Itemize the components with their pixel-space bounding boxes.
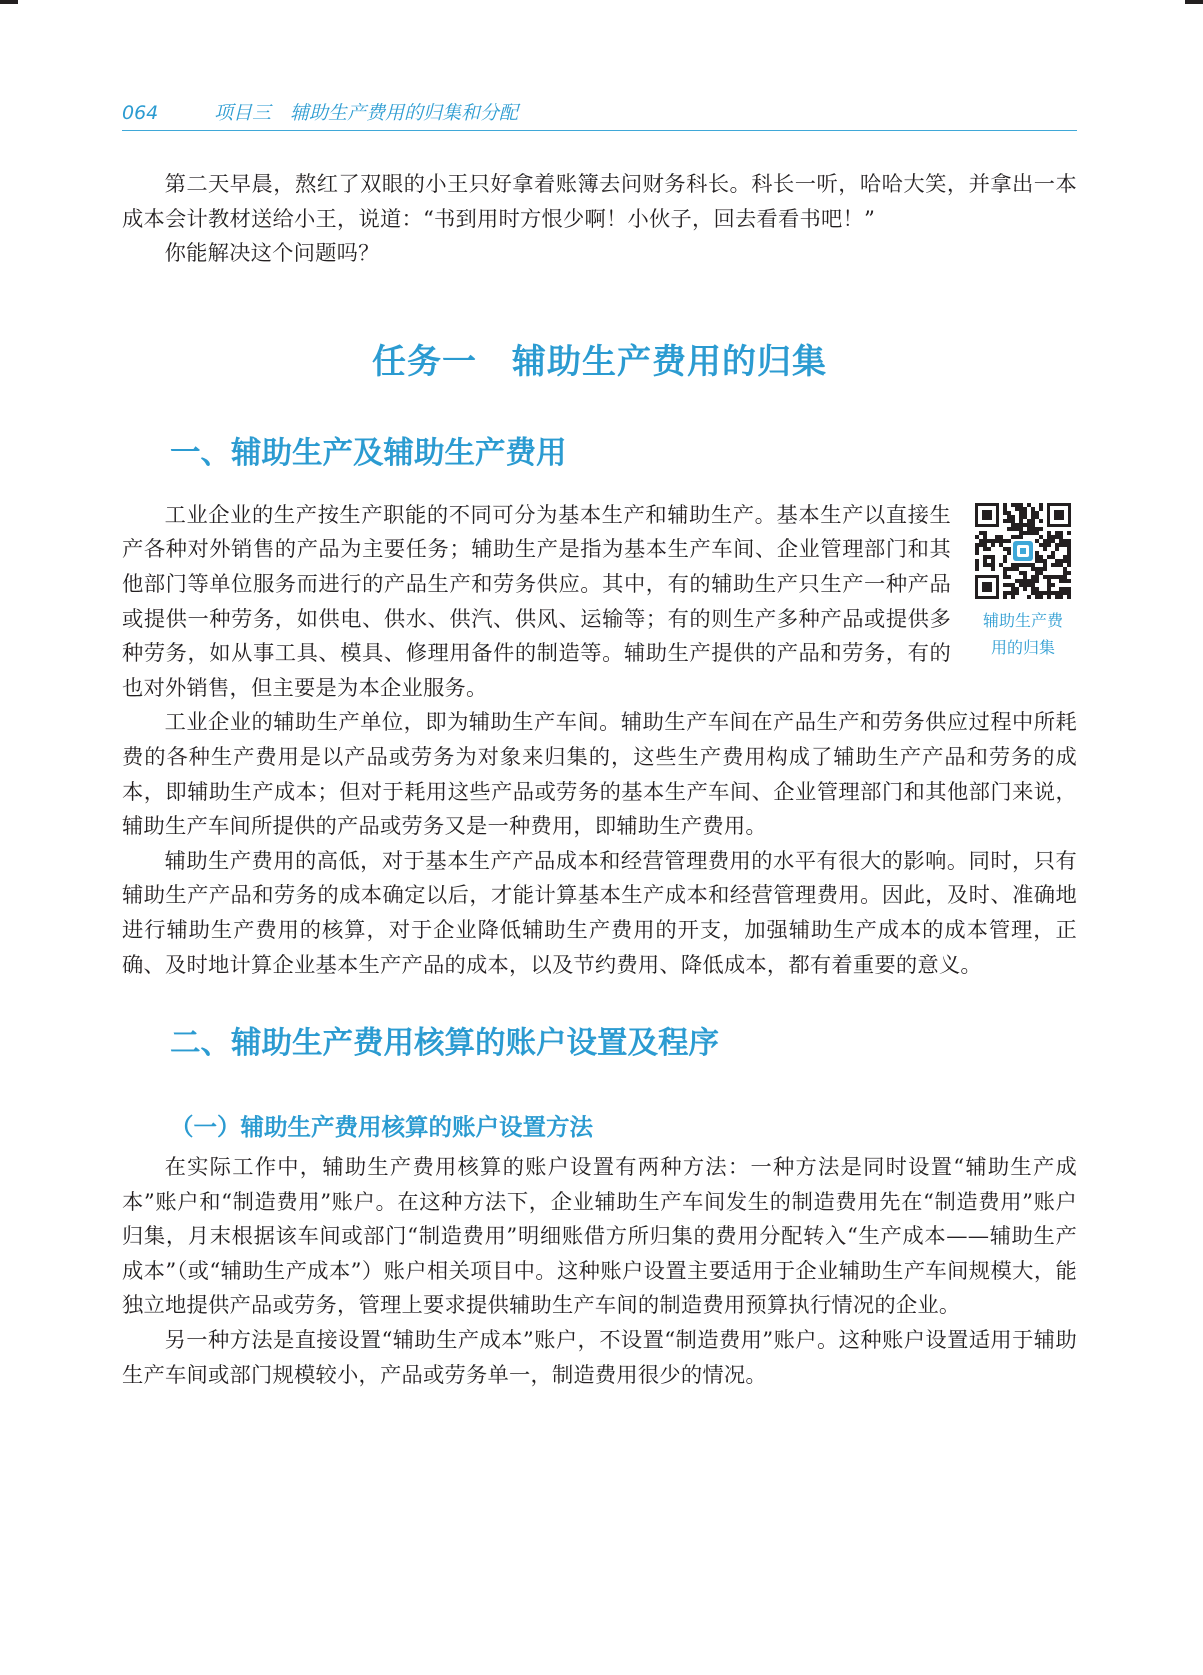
qr-module: [983, 539, 987, 543]
qr-module: [1047, 539, 1051, 543]
qr-module: [983, 559, 987, 563]
qr-module: [1023, 515, 1027, 519]
qr-module: [1047, 595, 1051, 599]
qr-module: [1035, 555, 1039, 559]
qr-module: [1039, 559, 1043, 563]
qr-module: [1031, 587, 1035, 591]
page-content: [122, 168, 1077, 1393]
qr-module: [1055, 531, 1059, 535]
qr-module: [1047, 543, 1051, 547]
qr-module: [1035, 531, 1039, 535]
qr-module: [1015, 567, 1019, 571]
qr-module: [1015, 587, 1019, 591]
qr-module: [1063, 571, 1067, 575]
qr-module: [1067, 591, 1071, 595]
qr-module: [1043, 567, 1047, 571]
qr-module: [1059, 539, 1063, 543]
qr-module: [1059, 595, 1063, 599]
qr-module: [1015, 563, 1019, 567]
qr-module: [1007, 575, 1011, 579]
qr-module: [1047, 579, 1051, 583]
qr-module: [1007, 547, 1011, 551]
qr-module: [1023, 571, 1027, 575]
qr-module: [1007, 527, 1011, 531]
page-number: 064: [122, 102, 159, 124]
qr-module: [1055, 547, 1059, 551]
qr-module: [1035, 591, 1039, 595]
qr-module: [999, 543, 1003, 547]
qr-module: [1039, 503, 1043, 507]
qr-module: [999, 539, 1003, 543]
qr-module: [1019, 519, 1023, 523]
section-1-paragraph-3: 辅助生产费用的高低，对于基本生产产品成本和经营管理费用的水平有很大的影响。同时，只有辅助生产产品和劳务的成本确定以后，才能计算基本生产成本和经营管理费用。因此，及时、准确地进行辅助生产费用的核算，对于企业降低辅助生产费用的开支，加强辅助生产成本的成本管理，正确、及时地计算企业基本生产产品的成本，以及节约费用、降低成本，都有着重要的意义。: [122, 848, 1077, 978]
qr-module: [1027, 503, 1031, 507]
qr-module: [1047, 587, 1051, 591]
crop-mark-right: [1185, 0, 1203, 4]
qr-module: [1003, 591, 1007, 595]
qr-module: [1067, 551, 1071, 555]
qr-module: [1067, 587, 1071, 591]
qr-module: [987, 563, 991, 567]
qr-module: [979, 539, 983, 543]
qr-module: [983, 531, 987, 535]
qr-module: [1039, 555, 1043, 559]
qr-module: [1035, 595, 1039, 599]
subsection-title: （一）辅助生产费用核算的账户设置方法: [170, 1113, 593, 1142]
qr-module: [1067, 563, 1071, 567]
qr-module: [1067, 595, 1071, 599]
qr-module: [1023, 531, 1027, 535]
qr-module: [1067, 555, 1071, 559]
qr-module: [987, 547, 991, 551]
qr-module: [1051, 591, 1055, 595]
qr-module: [1031, 527, 1035, 531]
qr-module: [1043, 559, 1047, 563]
qr-module: [1035, 587, 1039, 591]
qr-code-block[interactable]: [969, 503, 1077, 661]
qr-module: [1063, 579, 1067, 583]
qr-module: [1015, 523, 1019, 527]
qr-module: [1047, 555, 1051, 559]
qr-module: [1023, 511, 1027, 515]
qr-module: [991, 559, 995, 563]
qr-module: [1031, 507, 1035, 511]
chapter-title: 项目三 辅助生产费用的归集和分配: [214, 102, 519, 124]
qr-module: [1003, 571, 1007, 575]
qr-module: [1007, 567, 1011, 571]
qr-module: [1063, 587, 1067, 591]
qr-module: [1015, 579, 1019, 583]
qr-module: [1031, 563, 1035, 567]
qr-module: [1019, 535, 1023, 539]
qr-module: [1051, 563, 1055, 567]
qr-module: [1019, 579, 1023, 583]
section-2-paragraph-2: 另一种方法是直接设置“辅助生产成本”账户，不设置“制造费用”账户。这种账户设置适用于辅助生产车间或部门规模较小，产品或劳务单一，制造费用很少的情况。: [122, 1328, 1077, 1388]
qr-module: [1019, 523, 1023, 527]
qr-module: [1035, 567, 1039, 571]
qr-module: [1043, 543, 1047, 547]
qr-module: [1011, 519, 1015, 523]
qr-module: [975, 563, 979, 567]
qr-module: [991, 543, 995, 547]
qr-module: [1051, 583, 1055, 587]
qr-module: [1035, 527, 1039, 531]
qr-module: [991, 539, 995, 543]
qr-module: [1051, 539, 1055, 543]
qr-module: [1059, 587, 1063, 591]
qr-module: [1039, 591, 1043, 595]
qr-module: [1035, 539, 1039, 543]
qr-module: [1003, 567, 1007, 571]
qr-module: [1023, 575, 1027, 579]
qr-module: [1039, 507, 1043, 511]
qr-module: [1007, 511, 1011, 515]
qr-module: [1039, 571, 1043, 575]
qr-module: [1011, 527, 1015, 531]
qr-module: [1027, 563, 1031, 567]
qr-module: [1063, 555, 1067, 559]
qr-module: [1067, 531, 1071, 535]
qr-module: [1019, 507, 1023, 511]
section-2-paragraph-1: 在实际工作中，辅助生产费用核算的账户设置有两种方法：一种方法是同时设置“辅助生产成本”账户和“制造费用”账户。在这种方法下，企业辅助生产车间发生的制造费用先在“制造费用”账户归集，月末根据该车间或部门“制造费用”明细账借方所归集的费用分配转入“生产成本——辅助生产成本”（或“辅助生产成本”）账户相关项目中。这种账户设置主要适用于企业辅助生产车间规模大，能独立地提供产品或劳务，管理上要求提供辅助生产车间的制造费用预算执行情况的企业。: [122, 1155, 1077, 1319]
qr-module: [1059, 543, 1063, 547]
qr-module: [987, 539, 991, 543]
qr-module: [983, 547, 987, 551]
qr-module: [979, 543, 983, 547]
qr-module: [1019, 571, 1023, 575]
qr-module: [1007, 539, 1011, 543]
qr-module: [1059, 575, 1063, 579]
qr-module: [1011, 503, 1015, 507]
qr-module: [1043, 575, 1047, 579]
qr-module: [1031, 583, 1035, 587]
qr-module: [1003, 595, 1007, 599]
qr-module: [1039, 595, 1043, 599]
qr-module: [1019, 515, 1023, 519]
qr-module: [1035, 515, 1039, 519]
qr-module: [1019, 563, 1023, 567]
qr-module: [1007, 519, 1011, 523]
qr-module: [983, 555, 987, 559]
qr-module: [1019, 527, 1023, 531]
qr-module: [1051, 555, 1055, 559]
qr-module: [1047, 531, 1051, 535]
qr-module: [1007, 551, 1011, 555]
qr-module: [1031, 523, 1035, 527]
qr-module: [1003, 555, 1007, 559]
intro-paragraph-2: 你能解决这个问题吗？: [164, 241, 380, 267]
qr-module: [1011, 535, 1015, 539]
qr-module: [975, 547, 979, 551]
qr-module: [1055, 591, 1059, 595]
qr-module: [991, 563, 995, 567]
section-1-paragraph-1: 工业企业的生产按生产职能的不同可分为基本生产和辅助生产。基本生产以直接生产各种对外销售的产品为主要任务；辅助生产是指为基本生产车间、企业管理部门和其他部门等单位服务而进行的产品生产和劳务供应。其中，有的辅助生产只生产一种产品或提供一种劳务，如供电、供水、供汽、供风、运输等；有的则生产多种产品或提供多种劳务，如从事工具、模具、修理用备件的制造等。辅助生产提供的产品和劳务，有的也对外销售，但主要是为本企业服务。: [122, 502, 951, 701]
qr-module: [1019, 583, 1023, 587]
qr-module: [1059, 535, 1063, 539]
qr-module: [1059, 563, 1063, 567]
qr-module: [1063, 559, 1067, 563]
qr-module: [1067, 579, 1071, 583]
qr-module: [1035, 575, 1039, 579]
qr-module: [1059, 531, 1063, 535]
qr-module: [1031, 575, 1035, 579]
qr-module: [1051, 551, 1055, 555]
qr-module: [975, 559, 979, 563]
qr-module: [1011, 567, 1015, 571]
running-header: [122, 96, 1077, 131]
qr-module: [1027, 519, 1031, 523]
qr-module: [1039, 519, 1043, 523]
qr-module: [1015, 527, 1019, 531]
qr-module: [1043, 539, 1047, 543]
qr-module: [1035, 551, 1039, 555]
qr-module: [1063, 543, 1067, 547]
qr-module: [1023, 523, 1027, 527]
qr-module: [1003, 511, 1007, 515]
qr-module: [999, 563, 1003, 567]
qr-module: [1031, 511, 1035, 515]
qr-module: [1015, 507, 1019, 511]
qr-module: [1011, 591, 1015, 595]
qr-module: [1039, 567, 1043, 571]
qr-module: [1019, 511, 1023, 515]
qr-module: [1011, 563, 1015, 567]
qr-module: [987, 555, 991, 559]
qr-module: [1023, 583, 1027, 587]
task-title: 任务一 辅助生产费用的归集: [372, 341, 827, 382]
qr-module: [1047, 575, 1051, 579]
qr-module: [983, 535, 987, 539]
qr-module: [1039, 535, 1043, 539]
qr-module: [1047, 591, 1051, 595]
qr-module: [1027, 583, 1031, 587]
qr-module: [1035, 511, 1039, 515]
qr-code-icon[interactable]: [975, 503, 1071, 599]
qr-module: [1035, 559, 1039, 563]
qr-module: [1055, 535, 1059, 539]
section-2-title: 二、辅助生产费用核算的账户设置及程序: [170, 1026, 719, 1062]
qr-module: [1055, 543, 1059, 547]
qr-module: [1003, 507, 1007, 511]
qr-module: [1011, 583, 1015, 587]
section-1-paragraph-2: 工业企业的辅助生产单位，即为辅助生产车间。辅助生产车间在产品生产和劳务供应过程中所耗费的各种生产费用是以产品或劳务为对象来归集的，这些生产费用构成了辅助生产产品和劳务的成本，即辅助生产成本；但对于耗用这些产品或劳务的基本生产车间、企业管理部门和其他部门来说，辅助生产车间所提供的产品或劳务又是一种费用，即辅助生产费用。: [122, 710, 1077, 840]
qr-module: [1039, 543, 1043, 547]
qr-module: [1023, 563, 1027, 567]
qr-module: [1043, 591, 1047, 595]
qr-module: [1015, 503, 1019, 507]
qr-module: [1027, 531, 1031, 535]
qr-module: [983, 543, 987, 547]
qr-module: [975, 551, 979, 555]
qr-module: [1051, 575, 1055, 579]
qr-module: [1067, 543, 1071, 547]
qr-module: [1051, 535, 1055, 539]
qr-module: [995, 535, 999, 539]
qr-caption: [969, 607, 1077, 661]
qr-module: [1007, 583, 1011, 587]
qr-module: [995, 539, 999, 543]
qr-module: [1019, 503, 1023, 507]
qr-module: [1003, 547, 1007, 551]
qr-module: [1019, 531, 1023, 535]
qr-module: [1003, 519, 1007, 523]
qr-module: [1003, 583, 1007, 587]
qr-module: [1007, 515, 1011, 519]
qr-module: [1055, 559, 1059, 563]
qr-module: [1055, 575, 1059, 579]
qr-module: [1035, 579, 1039, 583]
qr-module: [1035, 571, 1039, 575]
qr-module: [1003, 539, 1007, 543]
qr-module: [1055, 595, 1059, 599]
qr-module: [1047, 535, 1051, 539]
qr-module: [1011, 587, 1015, 591]
qr-module: [1047, 583, 1051, 587]
qr-module: [1011, 523, 1015, 527]
qr-module: [1003, 575, 1007, 579]
qr-module: [1027, 527, 1031, 531]
qr-module: [1023, 579, 1027, 583]
qr-module: [1031, 579, 1035, 583]
qr-module: [1043, 547, 1047, 551]
qr-module: [1023, 507, 1027, 511]
qr-module: [1039, 527, 1043, 531]
qr-module: [1003, 559, 1007, 563]
qr-module: [975, 535, 979, 539]
qr-caption-line-2: 用的归集: [990, 637, 1055, 657]
qr-module: [1059, 591, 1063, 595]
qr-module: [1031, 567, 1035, 571]
qr-module: [1023, 587, 1027, 591]
qr-module: [999, 535, 1003, 539]
qr-module: [1031, 531, 1035, 535]
qr-module: [1031, 591, 1035, 595]
qr-module: [1067, 539, 1071, 543]
qr-module: [1027, 595, 1031, 599]
qr-module: [1031, 519, 1035, 523]
qr-module: [983, 563, 987, 567]
qr-module: [975, 543, 979, 547]
qr-module: [1059, 559, 1063, 563]
qr-module: [1011, 595, 1015, 599]
qr-caption-line-1: 辅助生产费: [982, 610, 1063, 630]
qr-module: [1015, 591, 1019, 595]
qr-module: [975, 567, 979, 571]
qr-module: [1059, 579, 1063, 583]
qr-module: [1055, 563, 1059, 567]
qr-module: [1027, 579, 1031, 583]
crop-mark-left: [0, 0, 18, 4]
qr-module: [1063, 575, 1067, 579]
qr-module: [1063, 567, 1067, 571]
qr-module: [1003, 503, 1007, 507]
qr-module: [991, 555, 995, 559]
qr-module: [1043, 563, 1047, 567]
qr-module: [979, 531, 983, 535]
qr-module: [1063, 591, 1067, 595]
qr-module: [991, 567, 995, 571]
qr-module: [1011, 515, 1015, 519]
qr-module: [1067, 559, 1071, 563]
intro-paragraph-1: 第二天早晨，熬红了双眼的小王只好拿着账簿去问财务科长。科长一听，哈哈大笑，并拿出一本成本会计教材送给小王，说道：“书到用时方恨少啊！小伙子，回去看看书吧！”: [122, 172, 1077, 232]
section-1-title: 一、辅助生产及辅助生产费用: [170, 435, 567, 471]
qr-module: [1015, 535, 1019, 539]
qr-module: [1031, 515, 1035, 519]
qr-module: [1063, 539, 1067, 543]
qr-module: [1007, 591, 1011, 595]
qr-module: [1067, 547, 1071, 551]
qr-module: [1027, 523, 1031, 527]
qr-module: [1067, 571, 1071, 575]
